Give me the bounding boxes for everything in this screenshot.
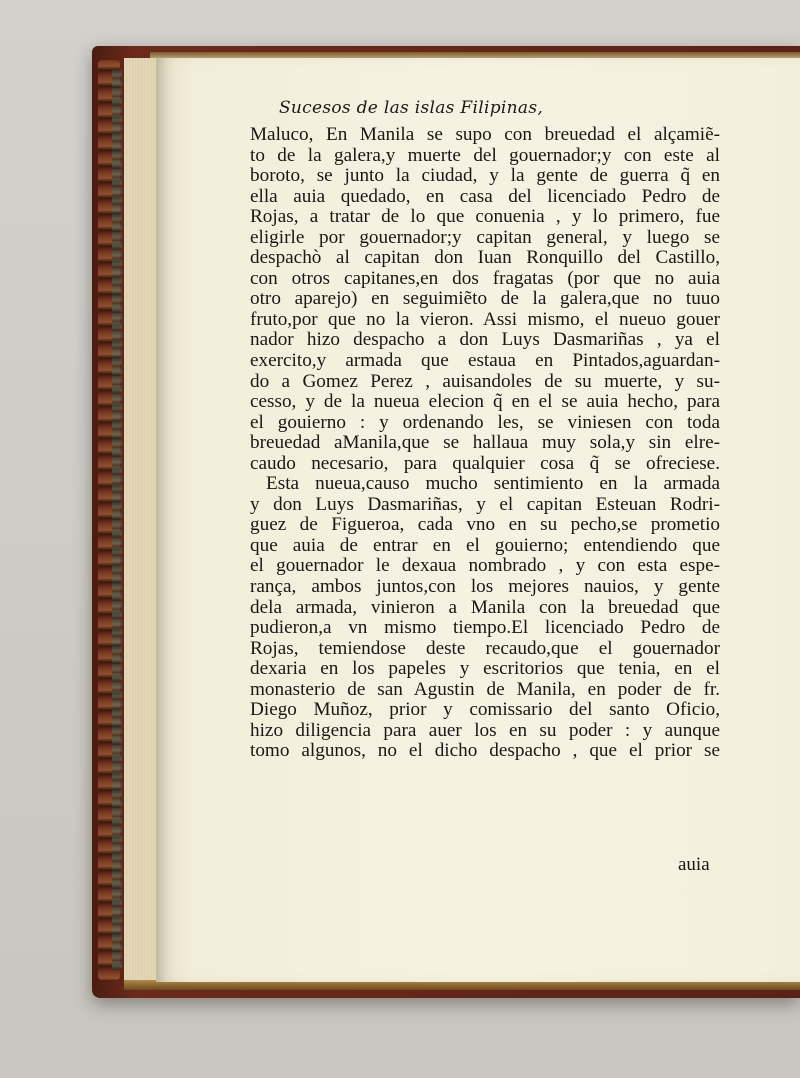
book-page [156,58,800,982]
text-line: hizo diligencia para auer los en su poder : y aunque [250,720,720,741]
text-line: con otros capitanes,en dos fragatas (por que no auia [250,268,720,289]
running-head: Sucesos de las islas Filipinas, [278,98,544,118]
text-line: Diego Muñoz, prior y comissario del santo Oficio, [250,700,720,721]
body-text [250,125,720,762]
text-line: nador hizo despacho a don Luys Dasmariñas , ya el [250,330,720,351]
text-line: tomo algunos, no el dicho despacho , que el prior se [250,741,720,762]
text-line: guez de Figueroa, cada vno en su pecho,se prometio [250,515,720,536]
text-line: y don Luys Dasmariñas, y el capitan Esteuan Rodri- [250,494,720,515]
page-edges [124,58,159,984]
text-line: Maluco, En Manila se supo con breuedad el alçamiẽ- [250,125,720,145]
text-line: pudieron,a vn mismo tiempo.El licenciado Pedro de [250,618,720,639]
text-line: Rojas, temiendose deste recaudo,que el gouernador [250,638,720,659]
text-line: cesso, y de la nueua elecion q̃ en el se auia hecho, para [250,392,720,413]
text-line: dela armada, vinieron a Manila con la breuedad que [250,597,720,618]
text-line: ella auia quedado, en casa del licenciado Pedro de [250,186,720,207]
marbled-endpaper-edge [112,70,122,970]
text-line: otro aparejo) en seguimiẽto de la galera,que no tuuo [250,289,720,310]
text-line: Rojas, a tratar de lo que conuenia , y lo primero, fue [250,207,720,228]
text-line: to de la galera,y muerte del gouernador;y con este al [250,145,720,166]
text-line: do a Gomez Perez , auisandoles de su muerte, y su- [250,371,720,392]
text-line: Esta nueua,causo mucho sentimiento en la armada [266,474,720,495]
text-line: exercito,y armada que estaua en Pintados,aguardan- [250,351,720,372]
text-line: eligirle por gouernador;y capitan general, y luego se [250,227,720,248]
text-line: que auia de entrar en el gouierno; entendiendo que [250,535,720,556]
text-line: caudo necesario, para qualquier cosa q̃ se ofreciese. [250,453,720,474]
text-line: despachò al capitan don Iuan Ronquillo del Castillo, [250,248,720,269]
text-line: boroto, se junto la ciudad, y la gente de guerra q̃ en [250,166,720,187]
catchword: auia [678,854,710,875]
text-line: breuedad aManila,que se hallaua muy sola,y sin elre- [250,433,720,454]
text-line: dexaria en los papeles y escritorios que tenia, en el [250,659,720,680]
text-line: rança, ambos juntos,con los mejores nauios, y gente [250,577,720,598]
text-line: fruto,por que no la vieron. Assi mismo, el nueuo gouer [250,309,720,330]
text-line: el gouernador le dexaua nombrado , y con esta espe- [250,556,720,577]
text-line: el gouierno : y ordenando les, se viniesen con toda [250,412,720,433]
text-line: monasterio de san Agustin de Manila, en poder de fr. [250,679,720,700]
